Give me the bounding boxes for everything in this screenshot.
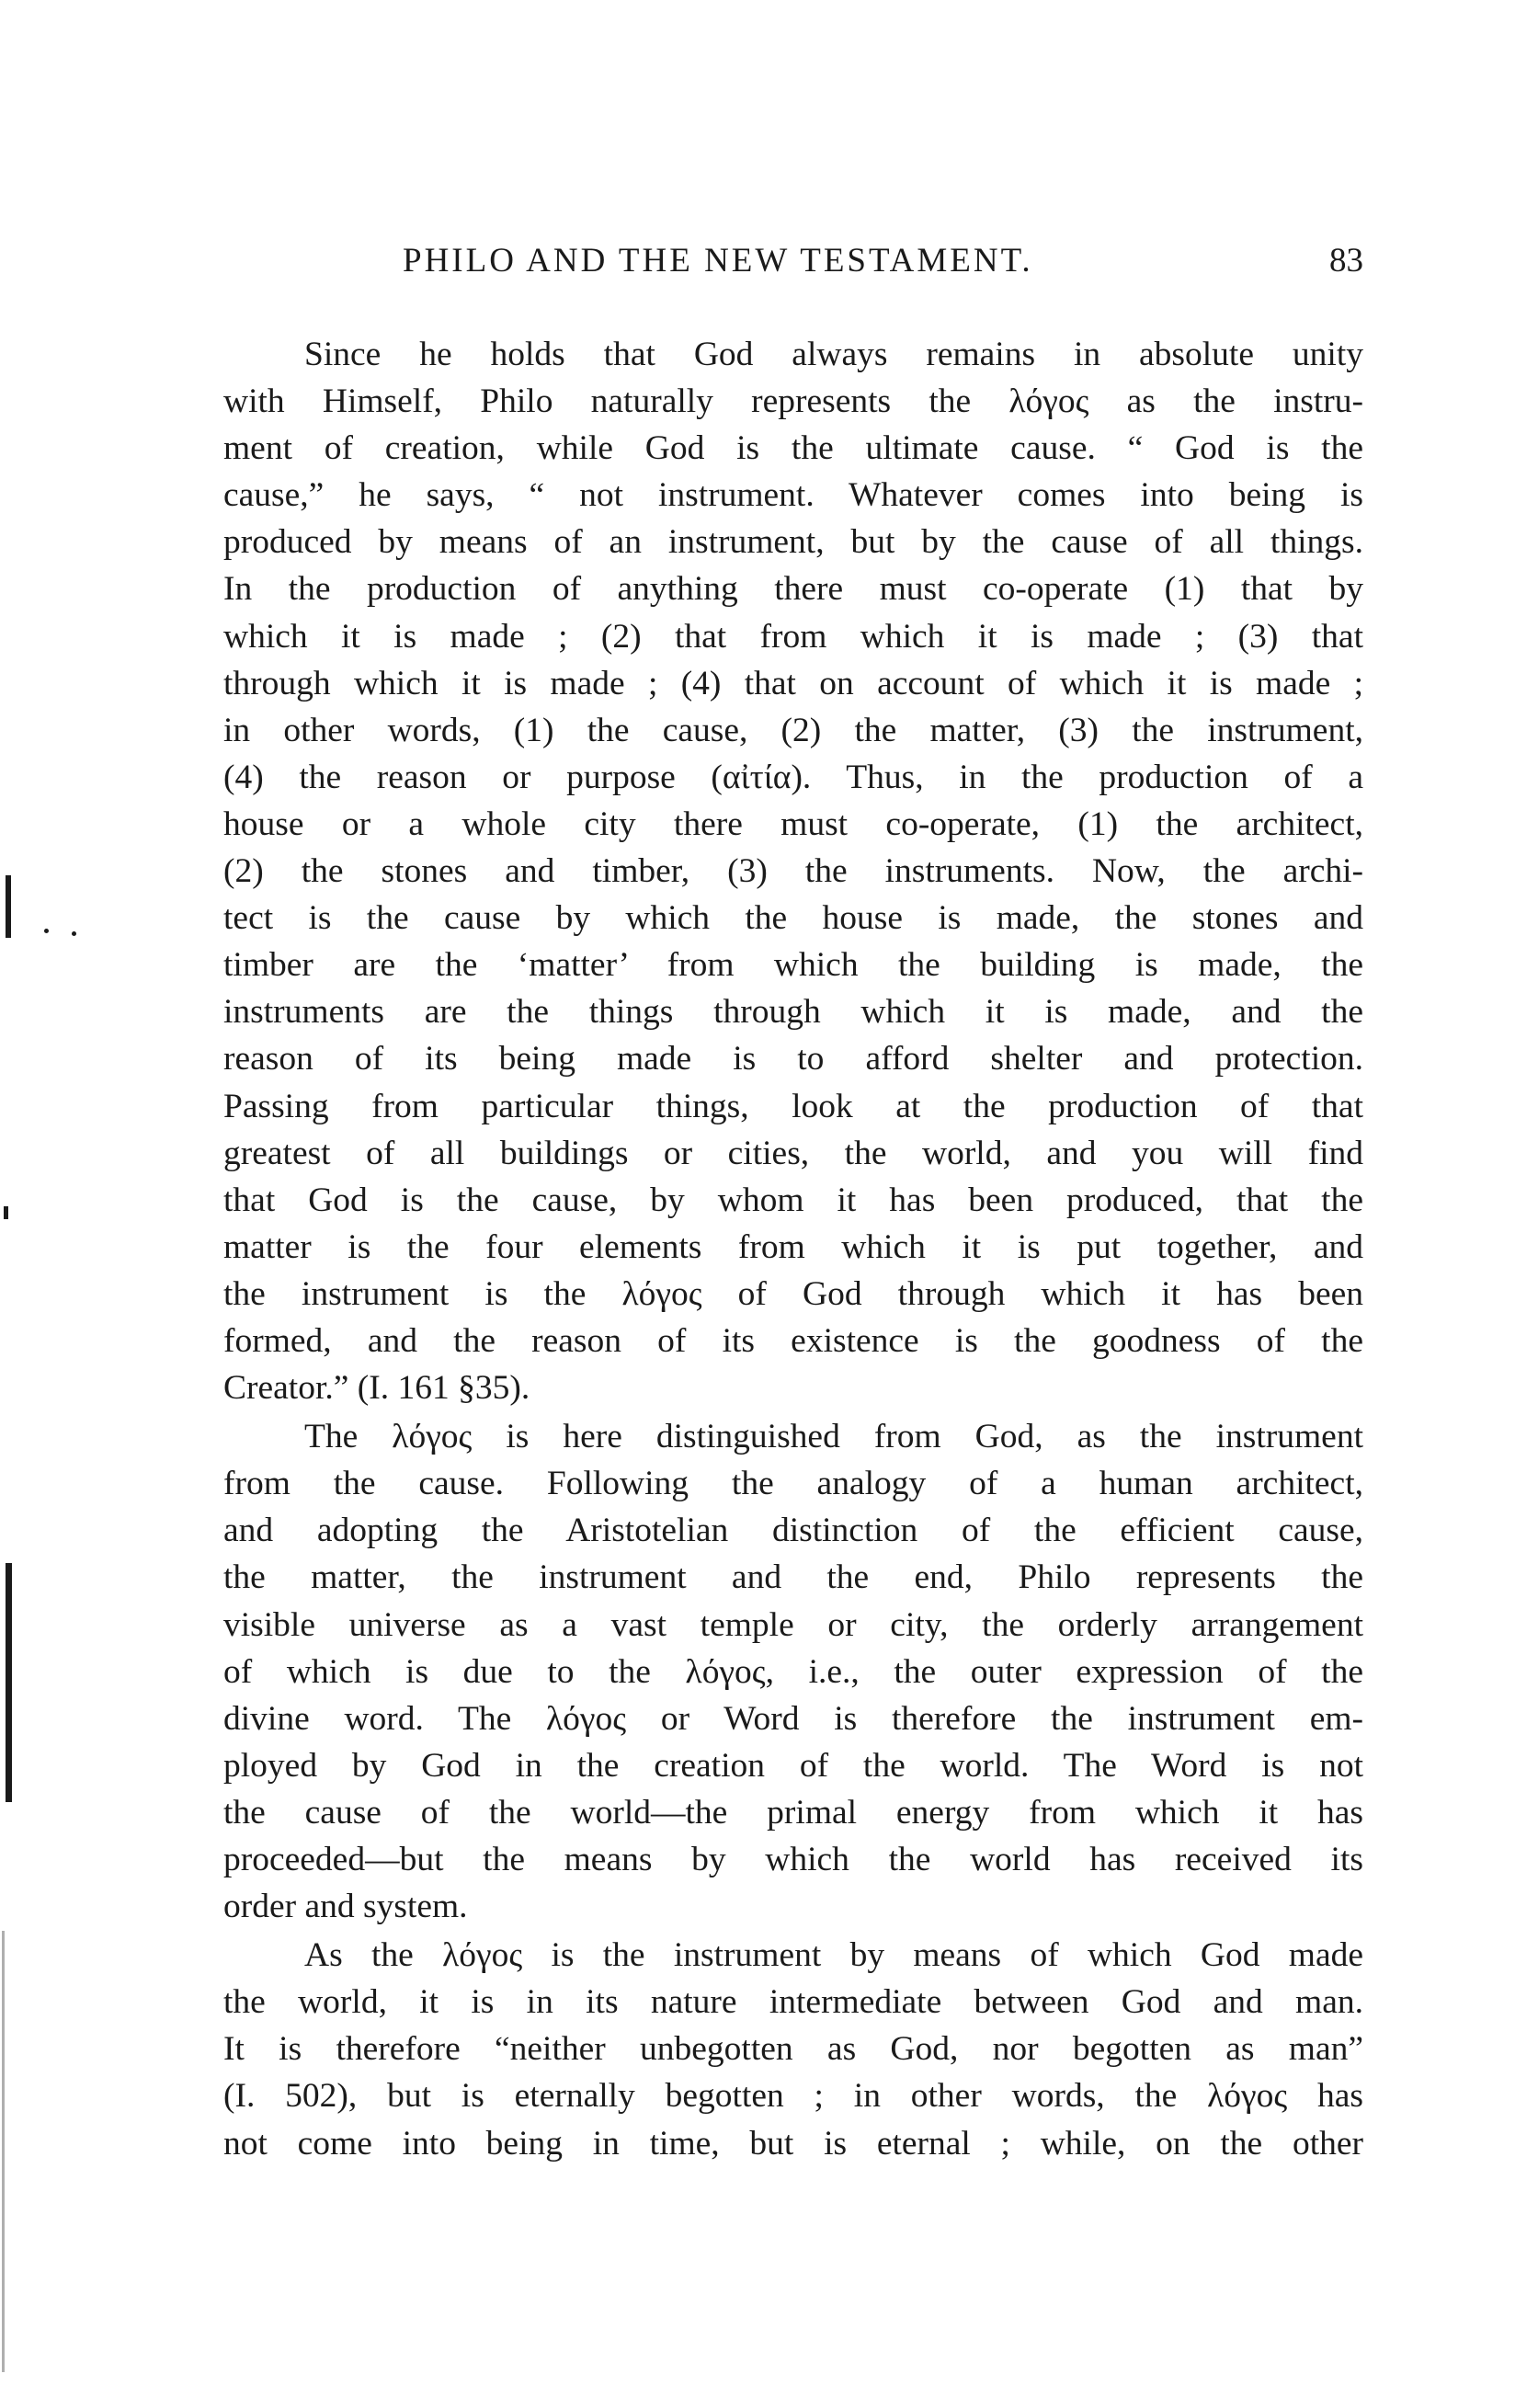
text-line: (2) the stones and timber, (3) the instruments. Now, the archi- <box>223 852 1363 891</box>
text-line: greatest of all buildings or cities, the world, and you will find <box>223 1134 1363 1172</box>
page-header <box>223 241 1363 296</box>
margin-scan-dot <box>44 929 49 933</box>
margin-scan-mark <box>6 875 11 938</box>
text-line: not come into being in time, but is eternal ; while, on the other <box>223 2124 1363 2163</box>
text-line: formed, and the reason of its existence is the goodness of the <box>223 1321 1363 1360</box>
text-line: that God is the cause, by whom it has been produced, that the <box>223 1181 1363 1219</box>
text-line: ployed by God in the creation of the world. The Word is not <box>223 1746 1363 1785</box>
text-line: of which is due to the λόγος, i.e., the outer expression of the <box>223 1652 1363 1691</box>
text-line: order and system. <box>223 1888 468 1926</box>
text-line: which it is made ; (2) that from which it is made ; (3) that <box>223 617 1363 656</box>
text-line: through which it is made ; (4) that on account of which it is made ; <box>223 664 1363 702</box>
text-line: proceeded—but the means by which the world has received its <box>223 1841 1363 1878</box>
page-number: 83 <box>1329 242 1363 280</box>
text-line: the matter, the instrument and the end, Philo represents the <box>223 1558 1363 1597</box>
margin-scan-dot <box>72 931 76 936</box>
text-line: It is therefore “neither unbegotten as God, nor begotten as man” <box>223 2030 1363 2069</box>
text-line: produced by means of an instrument, but by the cause of all things. <box>223 523 1363 562</box>
paragraph <box>223 1932 1363 2166</box>
margin-scan-mark <box>2 1931 5 2372</box>
text-line: matter is the four elements from which it is put together, and <box>223 1227 1363 1266</box>
text-line: house or a whole city there must co-operate, (1) the architect, <box>223 805 1363 843</box>
margin-scan-mark <box>6 1563 12 1802</box>
text-line: (I. 502), but is eternally begotten ; in other words, the λόγος has <box>223 2077 1363 2116</box>
paragraph <box>223 331 1363 1411</box>
text-line: In the production of anything there must co-operate (1) that by <box>223 570 1363 609</box>
margin-scan-mark <box>4 1206 8 1219</box>
text-line: the cause of the world—the primal energy from which it has <box>223 1793 1363 1832</box>
text-line: The λόγος is here distinguished from God, as the instrument <box>304 1418 1363 1456</box>
text-line: and adopting the Aristotelian distinction of the efficient cause, <box>223 1512 1363 1550</box>
text-line: with Himself, Philo naturally represents the λόγος as the instru- <box>223 382 1363 421</box>
paragraph <box>223 1413 1363 1930</box>
text-line: tect is the cause by which the house is made, the stones and <box>223 899 1363 938</box>
running-head: PHILO AND THE NEW TESTAMENT. <box>403 242 1033 280</box>
text-line: As the λόγος is the instrument by means of which God made <box>304 1936 1363 1975</box>
text-line: the world, it is in its nature intermediate between God and man. <box>223 1983 1363 2022</box>
text-line: (4) the reason or purpose (αἰτία). Thus, in the production of a <box>223 758 1363 796</box>
text-line: timber are the ‘matter’ from which the building is made, the <box>223 946 1363 985</box>
text-line: reason of its being made is to afford shelter and protection. <box>223 1040 1363 1078</box>
text-line: from the cause. Following the analogy of a human architect, <box>223 1465 1363 1503</box>
text-line: divine word. The λόγος or Word is therefore the instrument em- <box>223 1699 1363 1738</box>
text-line: visible universe as a vast temple or city, the orderly arrangement <box>223 1605 1363 1644</box>
text-line: cause,” he says, “ not instrument. Whatever comes into being is <box>223 476 1363 515</box>
text-line: Creator.” (I. 161 §35). <box>223 1369 530 1408</box>
text-line: Passing from particular things, look at the production of that <box>223 1087 1363 1125</box>
text-line: instruments are the things through which it is made, and the <box>223 993 1363 1032</box>
text-line: the instrument is the λόγος of God through which it has been <box>223 1274 1363 1313</box>
body-text <box>223 331 1363 2169</box>
text-line: Since he holds that God always remains in absolute unity <box>304 336 1363 373</box>
text-line: ment of creation, while God is the ultimate cause. “ God is the <box>223 429 1363 468</box>
text-line: in other words, (1) the cause, (2) the matter, (3) the instrument, <box>223 711 1363 749</box>
